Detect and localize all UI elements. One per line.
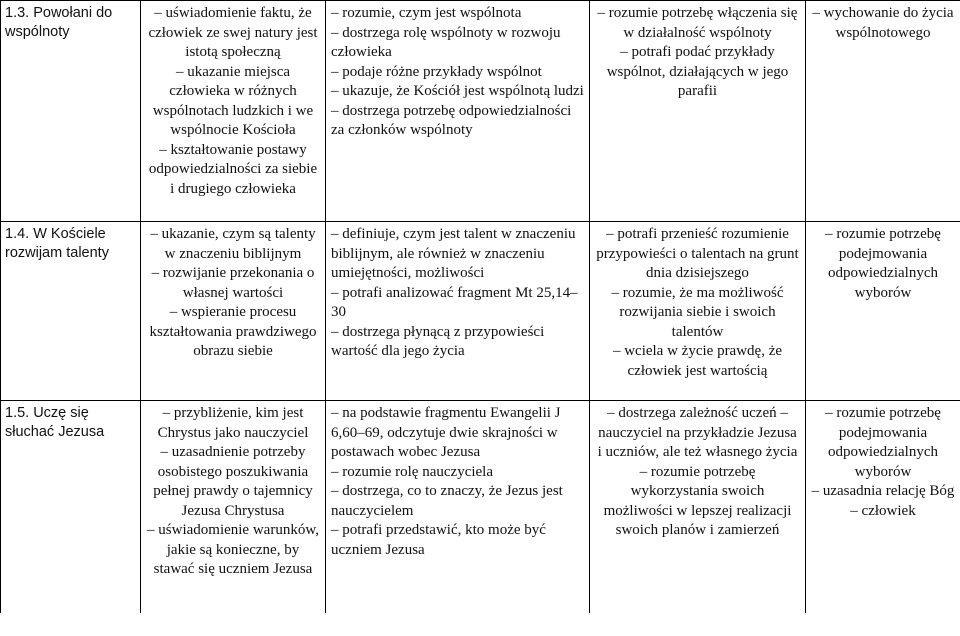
topic-cell bbox=[1, 1, 141, 222]
skills-text: – przybliżenie, kim jest Chrystus jako nauczyciel – uzasadnienie potrzeby osobistego poszukiwania pełnej prawdy o tajemnicy Jezusa Chrystusa – uświadomienie warunków, jakie są konieczne, by stawać się uczniem Jezusa bbox=[147, 405, 319, 577]
attitudes-text: – rozumie potrzebę włączenia się w działalność wspólnoty – potrafi podać przykłady wspólnot, działających w jego parafii bbox=[597, 5, 798, 99]
values-text: – wychowanie do życia wspólnotowego bbox=[812, 5, 958, 41]
knowledge-text: – rozumie, czym jest wspólnota – dostrzega rolę wspólnoty w rozwoju człowieka – podaje różne przykłady wspólnot – ukazuje, że Kościół jest wspólnotą ludzi – dostrzega potrzebę odpowiedzialności za członków wspólnoty bbox=[331, 5, 584, 138]
skills-cell bbox=[141, 222, 326, 401]
skills-cell bbox=[141, 1, 326, 222]
table-row bbox=[1, 401, 960, 614]
table-row bbox=[1, 222, 960, 401]
knowledge-cell bbox=[326, 222, 590, 401]
topic-text: 1.3. Powołani do wspólnoty bbox=[5, 5, 117, 40]
table-row bbox=[1, 1, 960, 222]
knowledge-text: – definiuje, czym jest talent w znaczeniu biblijnym, ale również w znaczeniu umiejętności, możliwości – potrafi analizować fragment Mt 25,14–30 – dostrzega płynącą z przypowieści wartość dla jego życia bbox=[331, 226, 578, 359]
attitudes-text: – potrafi przenieść rozumienie przypowieści o talentach na grunt dnia dzisiejszego – rozumie, że ma możliwość rozwijania siebie i swoich talentów – wciela w życie prawdę, że człowiek jest wartością bbox=[596, 226, 799, 379]
topic-text: 1.5. Uczę się słuchać Jezusa bbox=[5, 405, 105, 440]
topic-text: 1.4. W Kościele rozwijam talenty bbox=[5, 226, 110, 261]
values-cell bbox=[806, 401, 960, 614]
values-cell bbox=[806, 1, 960, 222]
topic-cell bbox=[1, 222, 141, 401]
knowledge-cell bbox=[326, 401, 590, 614]
values-cell bbox=[806, 222, 960, 401]
knowledge-cell bbox=[326, 1, 590, 222]
attitudes-cell bbox=[590, 222, 806, 401]
skills-cell bbox=[141, 401, 326, 614]
skills-text: – uświadomienie faktu, że człowiek ze swej natury jest istotą społeczną – ukazanie miejsca człowieka w różnych wspólnotach ludzkich i we wspólnocie Kościoła – kształtowanie postawy odpowiedzialności za siebie i drugiego człowieka bbox=[148, 5, 318, 197]
values-text: – rozumie potrzebę podejmowania odpowiedzialnych wyborów – uzasadnia relację Bóg – człowiek bbox=[811, 405, 955, 519]
attitudes-text: – dostrzega zależność uczeń – nauczyciel na przykładzie Jezusa i uczniów, ale też własnego życia – rozumie potrzebę wykorzystania swoich możliwości w lepszej realizacji swoich planów i zamierzeń bbox=[597, 405, 798, 538]
values-text: – rozumie potrzebę podejmowania odpowiedzialnych wyborów bbox=[825, 226, 945, 301]
topic-cell bbox=[1, 401, 141, 614]
attitudes-cell bbox=[590, 401, 806, 614]
attitudes-cell bbox=[590, 1, 806, 222]
knowledge-text: – na podstawie fragmentu Ewangelii J 6,60–69, odczytuje dwie skrajności w postawach wobec Jezusa – rozumie rolę nauczyciela – dostrzega, co to znaczy, że Jezus jest nauczycielem – potrafi przedstawić, kto może być uczniem Jezusa bbox=[331, 405, 563, 558]
skills-text: – ukazanie, czym są talenty w znaczeniu biblijnym – rozwijanie przekonania o własnej wartości – wspieranie procesu kształtowania prawdziwego obrazu siebie bbox=[149, 226, 317, 359]
